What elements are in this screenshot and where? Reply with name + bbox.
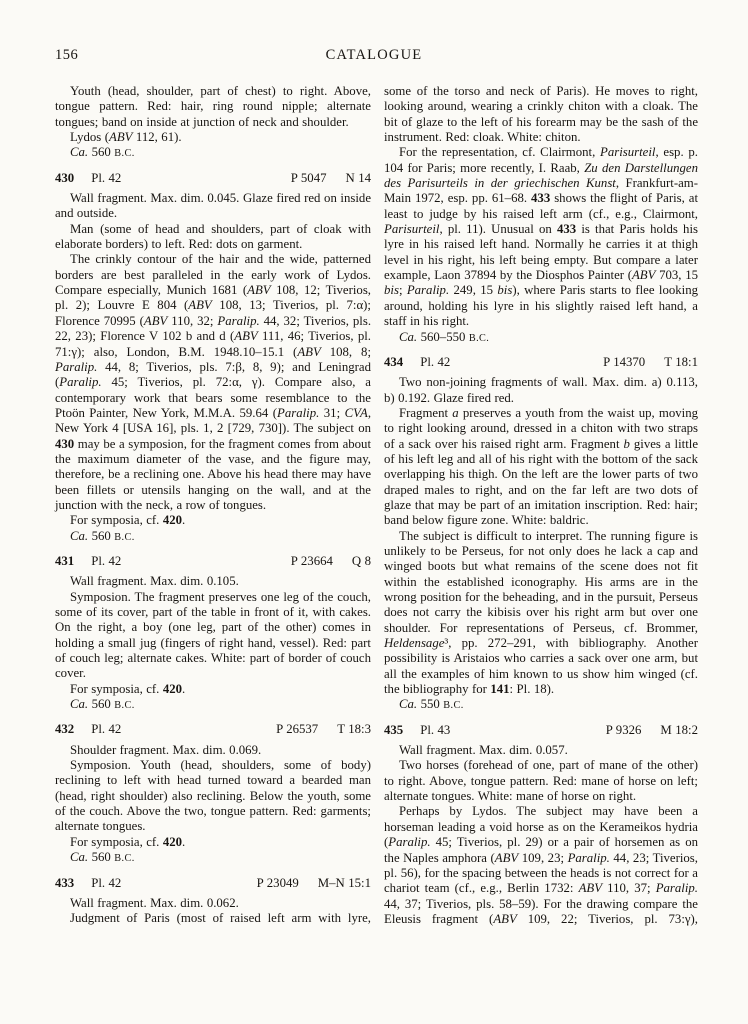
text-segment-i: ABV: [494, 850, 519, 865]
text-paragraph: [384, 529, 698, 698]
text-paragraph: [55, 574, 371, 589]
text-segment-i: Paralip.: [388, 835, 431, 850]
text-segment-i: Paralip.: [277, 405, 320, 420]
text-segment: , pp. 272–291, with bibliography. Another possibility is Aristaios who carries a sack over one arm, but all the examples of him known to us show him winged (cf. the bibliography for: [384, 636, 698, 697]
text-segment: 108, 12; Tiverios, pl. 2); Louvre E 804 (: [55, 283, 371, 313]
text-segment-i: Paralip.: [406, 283, 450, 298]
entry-number: 433: [55, 875, 75, 890]
text-segment: .: [182, 681, 186, 696]
text-paragraph: [55, 130, 371, 145]
text-segment: , esp. p. 104 for Paris; more recently, I. Raab,: [384, 145, 698, 175]
text-paragraph: [384, 758, 698, 804]
text-paragraph: [55, 682, 371, 697]
text-segment: Wall fragment. Max. dim. 0.057.: [399, 743, 568, 758]
text-segment-sc: B.C.: [114, 148, 135, 160]
text-segment: Symposion. Youth (head, shoulders, some of body) reclining to left with head turned toward a bearded man (head, right shoulder) also reclining. Below the youth, some of the couch. Above the two, tongue pattern. Red: garments; alternate tongues.: [55, 758, 371, 834]
text-paragraph: [55, 222, 371, 253]
text-paragraph: [55, 252, 371, 513]
text-paragraph: [384, 330, 698, 346]
text-segment: Wall fragment. Max. dim. 0.045. Glaze fired red on inside and outside.: [55, 191, 371, 221]
text-segment: 560: [88, 697, 115, 712]
entry-431-header: [55, 554, 371, 569]
entry-434-header: [384, 355, 698, 370]
text-segment: The crinkly contour of the hair and the wide, patterned borders are best paralleled in the early work of Lydos. Compare especially, Munich 1681 (: [55, 252, 371, 298]
text-segment-b: 430: [55, 436, 75, 451]
text-segment-i: CVA: [344, 405, 368, 420]
entry-grid-reference: T 18:1: [664, 354, 698, 369]
text-segment-i: ABV: [109, 130, 133, 145]
text-paragraph: [55, 191, 371, 222]
text-segment: 550: [417, 697, 444, 712]
text-segment: For symposia, cf.: [70, 513, 163, 528]
entry-number: 431: [55, 553, 75, 568]
text-paragraph: [55, 743, 371, 758]
text-segment-i: a: [452, 405, 459, 420]
text-paragraph: [55, 850, 371, 866]
text-segment-i: Paralip.: [217, 313, 260, 328]
text-segment-i: ABV: [188, 298, 212, 313]
text-segment: 45; Tiverios, pl. 72:α, γ). Compare also, a contemporary work that bears some resemblance to the Ptoön Painter, New York, M.M.A. 59.64 (: [55, 375, 371, 420]
text-segment: 108, 13; Tiverios, pl. 7:α); Florence 70995 (: [55, 298, 371, 328]
text-segment-i: Paralip.: [59, 375, 102, 390]
text-segment: ;: [398, 283, 407, 298]
text-segment-i: Paralip.: [655, 881, 698, 896]
text-segment: 560–550: [417, 329, 469, 344]
text-segment-i: Paralip.: [567, 850, 610, 865]
entry-grid-reference: M–N 15:1: [317, 875, 371, 890]
text-segment-i: Ca.: [399, 697, 418, 712]
text-segment: some of the torso and neck of Paris). He moves to right, looking around, wearing a crinkly chiton with a cloak. The bit of glaze to the left of his forearm may be the sash of the instrument. Red: cloak. White: chiton.: [384, 84, 698, 145]
text-segment-i: Parisurteil: [384, 222, 440, 237]
text-segment-b: 420: [162, 513, 183, 528]
text-segment: Symposion. The fragment preserves one leg of the couch, some of its cover, part of the table in front of it, with cakes. On the right, a boy (one leg, part of the other) comes in holding a small jug (fingers of right hand, vessel). Red: part of couch leg; alternate cakes. White: part of border of couch cover.: [55, 589, 371, 681]
entry-inventory-number: P 26537: [276, 722, 319, 737]
text-paragraph: [55, 911, 371, 926]
text-segment-i: ABV: [631, 268, 656, 283]
text-paragraph: [55, 513, 371, 528]
text-segment-i: Ca.: [70, 145, 89, 160]
entry-grid-reference: T 18:3: [337, 722, 371, 737]
text-segment: Fragment: [399, 405, 453, 420]
text-segment: ³: [444, 636, 449, 651]
text-segment-i: Ca.: [70, 528, 89, 543]
entry-grid-reference: Q 8: [351, 553, 371, 568]
text-segment: is that Paris holds his lyre in his raised left hand. Normally he carries it at thigh level in his right, his left being empty. But compare a later example, Laon 37894 by the Diosphos Painter (: [384, 222, 698, 283]
page-header: [0, 47, 748, 65]
text-paragraph: [55, 84, 371, 130]
text-segment: For symposia, cf.: [70, 681, 163, 696]
text-segment-sc: B.C.: [114, 700, 135, 712]
text-segment-i: Ca.: [399, 329, 418, 344]
text-segment-sc: B.C.: [114, 853, 135, 865]
text-segment: 45; Tiverios, pl. 29) or a pair of horsemen as on the Naples amphora (: [384, 835, 698, 865]
entry-433-header: [55, 876, 371, 891]
text-segment: 249, 15: [449, 283, 498, 298]
text-segment: 110, 37;: [602, 881, 656, 896]
text-segment-b: 433: [531, 191, 551, 206]
text-paragraph: [55, 835, 371, 850]
text-segment: 44, 8; Tiverios, pls. 7:β, 8, 9); and Leningrad (: [55, 359, 371, 390]
text-segment-b: 141: [490, 682, 510, 697]
entry-plate-ref: Pl. 42: [91, 553, 122, 568]
text-segment-i: Parisurteil: [600, 145, 656, 160]
entry-inventory-number: P 23049: [256, 875, 299, 890]
text-segment: Two non-joining fragments of wall. Max. dim. a) 0.113, b) 0.192. Glaze fired red.: [384, 375, 698, 405]
text-segment-i: Heldensage: [384, 636, 445, 651]
entry-number: 430: [55, 170, 75, 185]
entry-435-header: [384, 723, 698, 738]
entry-plate-ref: Pl. 42: [91, 170, 122, 185]
text-paragraph: [55, 590, 371, 682]
text-segment-i: Ca.: [70, 697, 89, 712]
text-paragraph: [55, 896, 371, 911]
text-segment-sc: B.C.: [114, 531, 135, 543]
text-segment: 109, 23;: [518, 850, 568, 865]
page-title: CATALOGUE: [325, 47, 423, 63]
text-segment: 109, 22; Tiverios, pl. 73:γ),: [516, 911, 699, 926]
text-segment: 108, 8;: [320, 344, 371, 359]
text-paragraph: [384, 804, 698, 927]
text-segment: ), where Paris starts to flee looking around, holding his lyre in his slightly raised left hand, a staff in his right.: [384, 283, 698, 329]
text-segment-i: ABV: [493, 911, 517, 926]
text-segment-i: b: [623, 436, 630, 451]
text-segment: Two horses (forehead of one, part of mane of the other) to right. Above, tongue pattern. Red: mane of horse on left; alternate tongues. White: mane of horse on right.: [384, 758, 698, 804]
text-segment-i: bis: [497, 283, 513, 298]
text-segment-i: Paralip.: [55, 359, 98, 374]
entry-inventory-number: P 23664: [290, 553, 333, 568]
text-segment-i: Zu den Darstellungen des Parisurteils in der griechischen Kunst: [384, 160, 698, 191]
text-segment: may be a symposion, for the fragment comes from about the maximum diameter of the vase, and the figure may, therefore, be a reclining one. Above his head there may have been fillets or utensils hanging on the wall, and at the junction with the neck, a row of tongues.: [55, 436, 371, 512]
text-paragraph: [384, 406, 698, 529]
text-segment-i: bis: [384, 283, 399, 298]
text-segment-sc: B.C.: [468, 332, 490, 344]
text-segment-i: Ca.: [70, 850, 89, 865]
entry-plate-ref: Pl. 42: [420, 354, 451, 369]
text-segment: shows the flight of Paris, at least to judge by his raised left arm (cf., e.g., Clairmont,: [384, 191, 699, 221]
text-paragraph: [384, 697, 698, 713]
text-segment-i: ABV: [247, 283, 271, 298]
text-segment: The subject is difficult to interpret. The running figure is unlikely to be Perseus, for not only does he lack a cap and winged boots but what remains of the scene does not fit within the established iconography. His arms are in the wrong position for the beheading, and in the pursuit, Perseus does not carry the kibisis over his right arm but over one shoulder. For representations of Perseus, cf. Brommer,: [384, 528, 698, 635]
text-segment: , Frankfurt-am-Main 1972, esp. pp. 61–68.: [384, 176, 698, 206]
text-segment: For the representation, cf. Clairmont,: [399, 145, 600, 160]
entry-inventory-number: P 9326: [605, 722, 642, 737]
text-segment: , pl. 11). Unusual on: [439, 222, 557, 237]
text-segment: Wall fragment. Max. dim. 0.062.: [70, 895, 239, 910]
text-segment: 560: [88, 850, 115, 865]
entry-number: 432: [55, 722, 75, 737]
text-segment-i: ABV: [143, 313, 168, 328]
entry-plate-ref: Pl. 42: [91, 722, 122, 737]
text-segment: : Pl. 18).: [509, 682, 555, 697]
text-segment: 44, 37; Tiverios, pls. 58–59). For the drawing compare the Eleusis fragment (: [384, 896, 698, 926]
text-segment: 560: [88, 528, 115, 543]
text-segment: Youth (head, shoulder, part of chest) to right. Above, tongue pattern. Red: hair, ring round nipple; alternate tongues; band on inside at junction of neck and shoulder.: [55, 84, 371, 129]
text-segment-b: 433: [556, 222, 577, 237]
entry-plate-ref: Pl. 42: [91, 875, 122, 890]
entry-number: 435: [384, 722, 404, 737]
text-segment: .: [182, 513, 186, 528]
text-paragraph: [55, 529, 371, 545]
text-segment: 560: [88, 145, 115, 160]
text-paragraph: [384, 84, 698, 145]
text-segment: 31;: [319, 405, 345, 420]
text-segment: 111, 46; Tiverios, pl. 71:γ); also, London, B.M. 1948.10–15.1 (: [55, 329, 371, 359]
right-column: [384, 84, 698, 927]
text-paragraph: [55, 145, 371, 161]
text-segment: 44, 32; Tiverios, pls. 22, 23); Florence V 102 b and d (: [55, 313, 372, 344]
entry-plate-ref: Pl. 43: [420, 722, 451, 737]
text-segment: gives a little of his left leg and all of his right with the bottom of the sack overlapping his thigh. On the left are the lower parts of two draped males to right, and on the far left are two dots of glaze that may be part of an imitation inscription. Red: hair; band below figure zone. White: baldric.: [384, 436, 698, 528]
text-segment: For symposia, cf.: [70, 834, 163, 849]
text-segment: Lydos (: [70, 130, 110, 145]
text-segment: 703, 15: [655, 268, 698, 283]
text-segment-i: ABV: [234, 329, 258, 344]
text-segment: 112, 61).: [132, 130, 182, 145]
text-segment-sc: B.C.: [443, 700, 464, 712]
text-paragraph: [55, 758, 371, 835]
left-column: [55, 84, 371, 927]
text-segment: Perhaps by Lydos. The subject may have been a horseman leading a void horse as on the Kerameikos hydria (: [384, 804, 698, 850]
text-segment: Judgment of Paris (most of raised left arm with lyre,: [70, 911, 371, 926]
text-segment-b: 420: [162, 681, 183, 696]
text-paragraph: [384, 743, 698, 758]
text-segment-i: ABV: [297, 344, 321, 359]
page-number: 156: [55, 47, 79, 63]
text-segment: Man (some of head and shoulders, part of cloak with elaborate borders) to left. Red: dots on garment.: [55, 221, 371, 252]
text-paragraph: [384, 375, 698, 406]
entry-grid-reference: N 14: [345, 170, 371, 185]
text-paragraph: [55, 697, 371, 713]
entry-grid-reference: M 18:2: [660, 722, 698, 737]
text-segment-i: ABV: [578, 881, 603, 896]
text-segment: 110, 32;: [167, 313, 218, 328]
text-segment: preserves a youth from the waist up, moving to right looking around, dressed in a chiton with two straps of a sack over his raised right arm. Fragment: [384, 405, 698, 451]
text-paragraph: [384, 145, 698, 329]
entry-number: 434: [384, 354, 404, 369]
text-segment: .: [182, 834, 186, 849]
text-segment: Shoulder fragment. Max. dim. 0.069.: [70, 742, 262, 757]
entry-430-header: [55, 171, 371, 186]
text-segment: , New York 4 [USA 16], pls. 1, 2 [729, 730]). The subject on: [55, 405, 372, 436]
text-segment: Wall fragment. Max. dim. 0.105.: [70, 574, 239, 589]
entry-inventory-number: P 5047: [290, 170, 327, 185]
text-segment: 44, 23; Tiverios, pl. 56), for the spacing between the heads is not correct for a chariot team (cf., e.g., Berlin 1732:: [384, 850, 698, 896]
text-segment-b: 420: [162, 834, 183, 849]
entry-inventory-number: P 14370: [603, 354, 646, 369]
entry-432-header: [55, 722, 371, 737]
